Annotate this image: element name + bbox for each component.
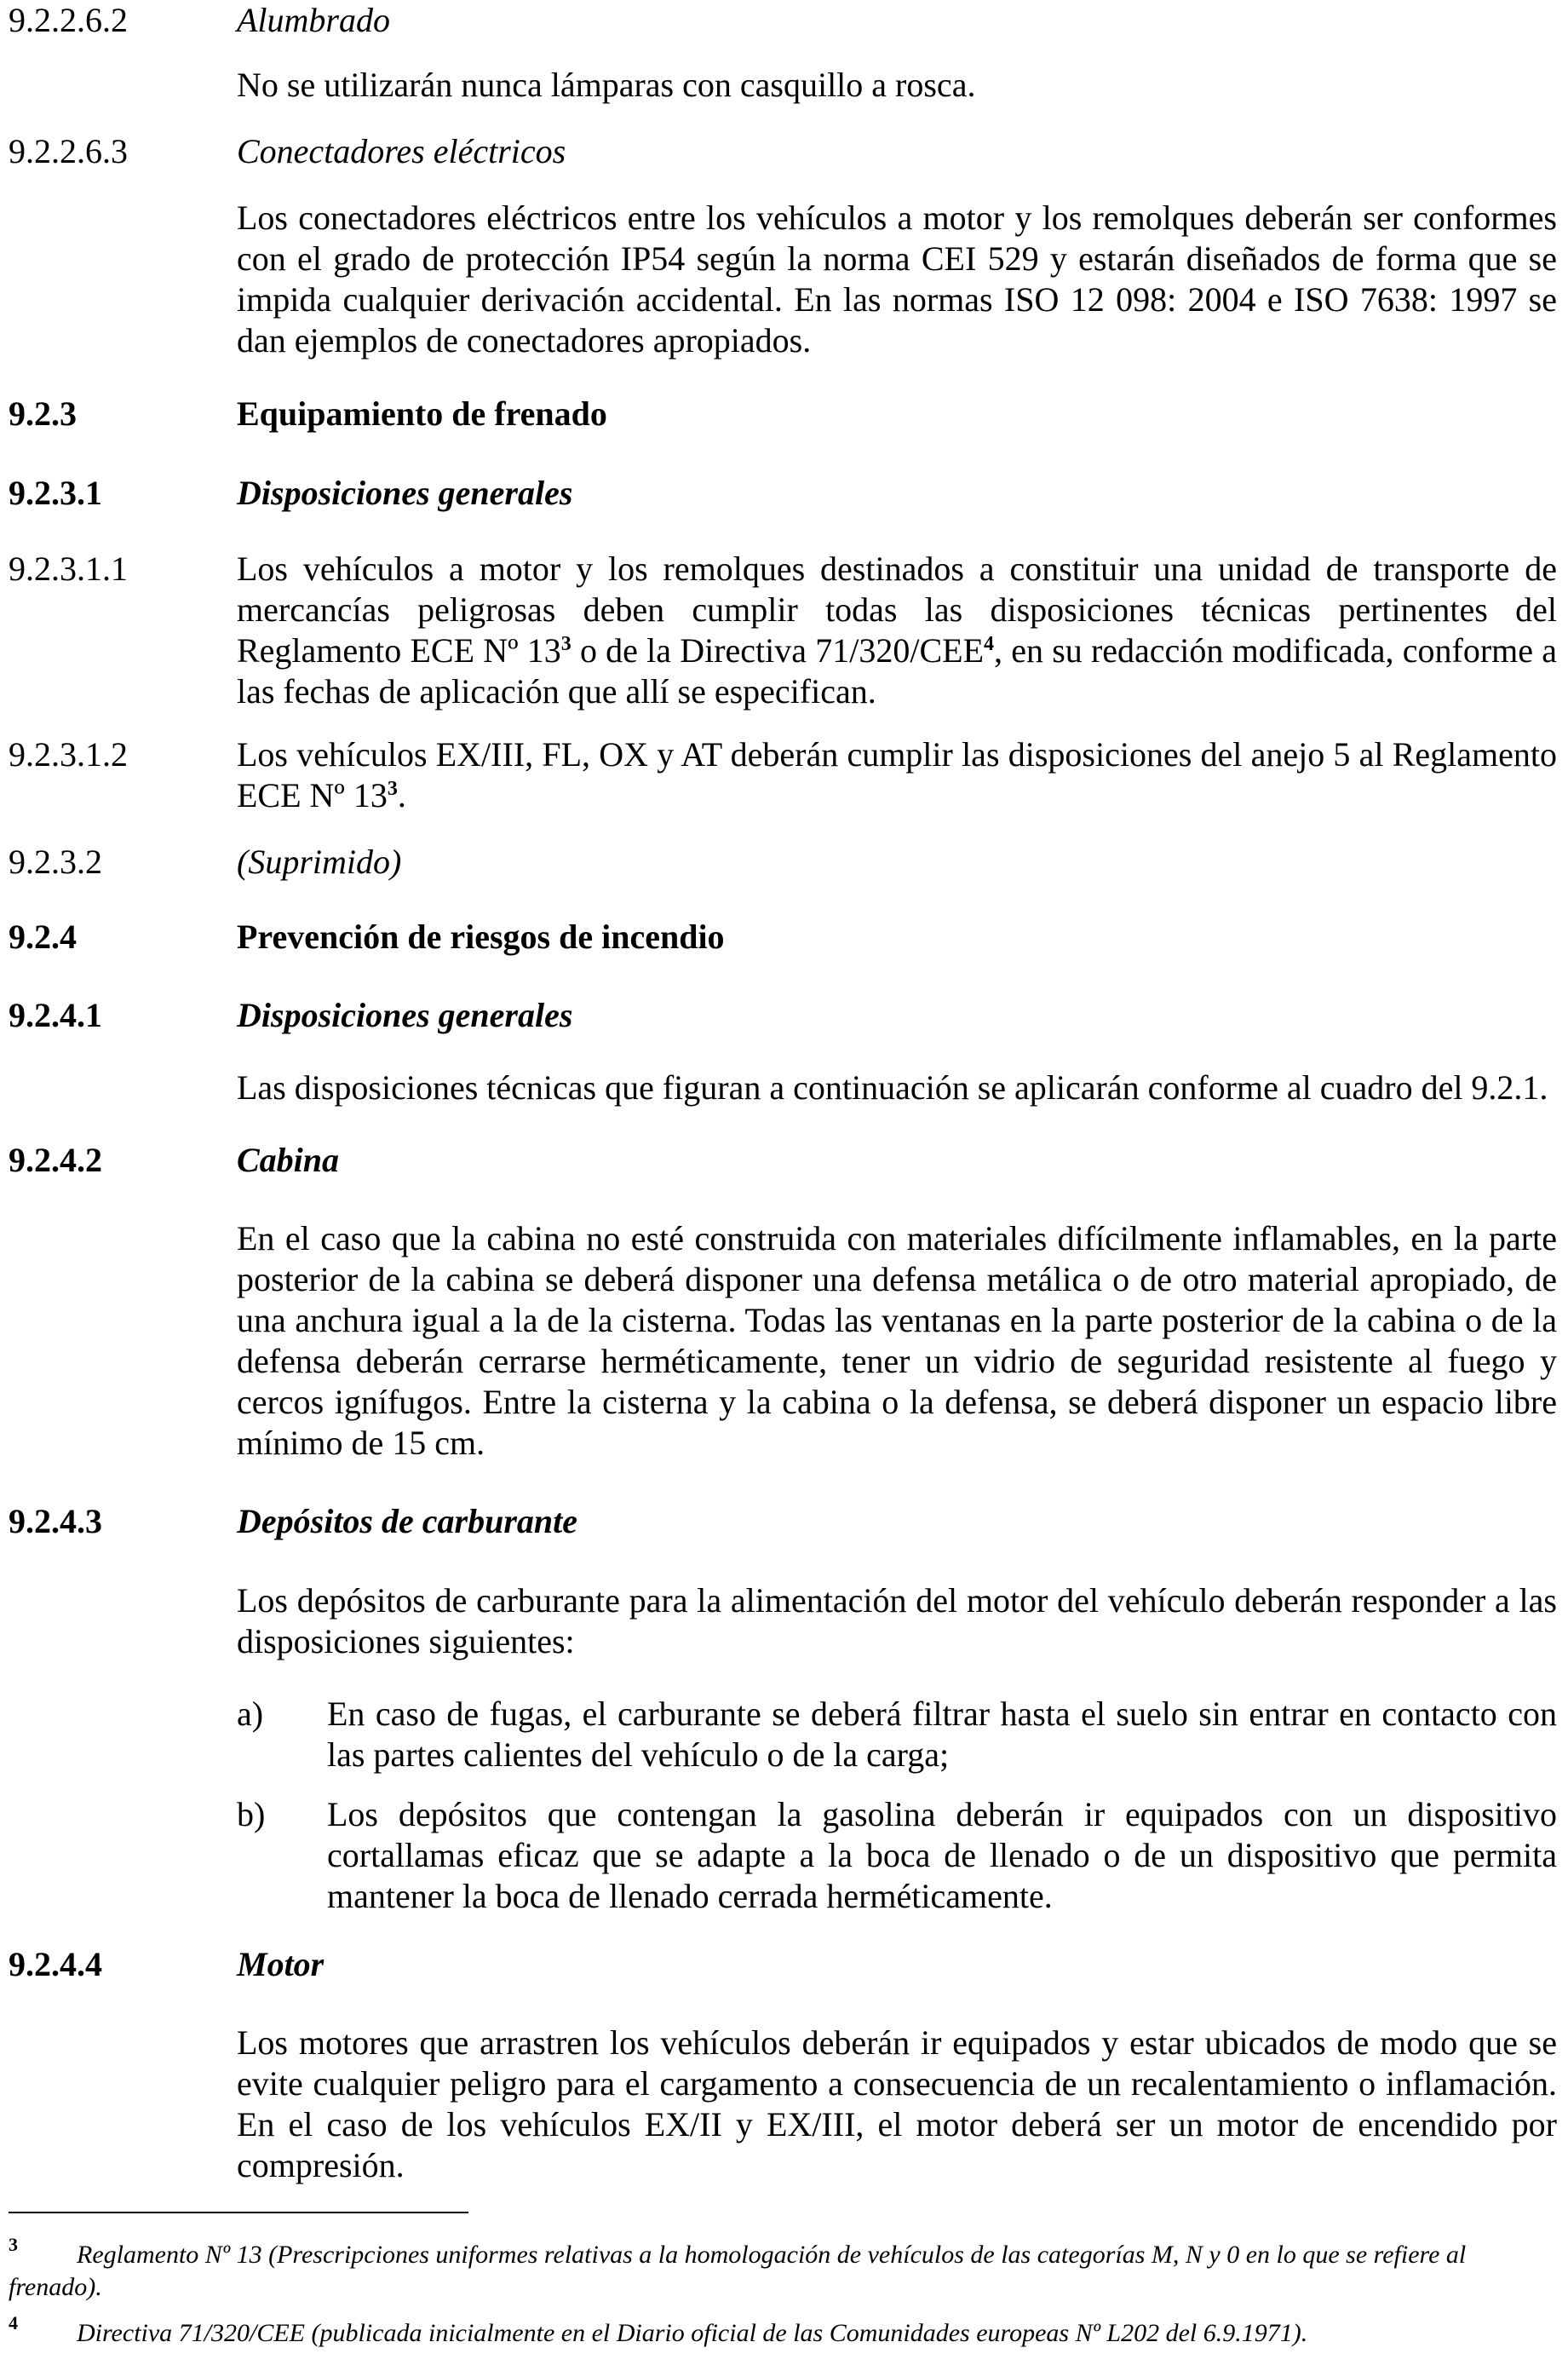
paragraph-conectadores: Los conectadores eléctricos entre los vehículos a motor y los remolques deberán ser conformes con el grado de protección IP54 según la norma CEI 529 y estarán diseñados de forma que se impida cualquier derivación accidental. En las normas ISO 12 098: 2004 e ISO 7638: 1997 se dan ejemplos de conectadores apropiados. bbox=[237, 199, 1557, 360]
section-number: 9.2.4.4 bbox=[9, 1945, 102, 1983]
footnote-ref: 3 bbox=[387, 778, 398, 800]
section-title-frenado: Equipamiento de frenado bbox=[237, 394, 607, 433]
footnote-separator bbox=[9, 2212, 468, 2213]
section-title-suprimido: (Suprimido) bbox=[237, 843, 402, 881]
section-number: 9.2.2.6.3 bbox=[9, 132, 128, 170]
section-number: 9.2.4.2 bbox=[9, 1141, 102, 1179]
paragraph-text: o de la Directiva 71/320/CEE bbox=[571, 631, 985, 670]
section-title-disposiciones-generales: Disposiciones generales bbox=[237, 474, 573, 512]
paragraph-text: . bbox=[397, 776, 406, 814]
section-title-incendio: Prevención de riesgos de incendio bbox=[237, 918, 725, 956]
section-number: 9.2.3.1.2 bbox=[9, 735, 128, 774]
list-item: En caso de fugas, el carburante se deberá filtrar hasta el suelo sin entrar en contacto con las partes calientes del vehículo o de la carga; bbox=[327, 1695, 1557, 1774]
section-number: 9.2.3.1 bbox=[9, 474, 102, 512]
list-item-label: b) bbox=[237, 1795, 266, 1833]
paragraph-text: Los vehículos EX/III, FL, OX y AT deberán cumplir las disposiciones del anejo 5 al Reglamento ECE Nº 13 bbox=[237, 735, 1557, 814]
footnote-text: Reglamento Nº 13 (Prescripciones uniformes relativas a la homologación de vehículos de las categorías M, N y 0 en lo que se refiere al frenado). bbox=[9, 2241, 1467, 2301]
paragraph-motor: Los motores que arrastren los vehículos deberán ir equipados y estar ubicados de modo que se evite cualquier peligro para el cargamento a consecuencia de un recalentamiento o inflamación. En el caso de los vehículos EX/II y EX/III, el motor deberá ser un motor de encendido por compresión. bbox=[237, 2023, 1557, 2184]
paragraph-frenado-anejo bbox=[237, 734, 1557, 816]
list-item: Los depósitos que contengan la gasolina deberán ir equipados con un dispositivo cortallamas eficaz que se adapte a la boca de llenado o de un dispositivo que permita mantener la boca de llenado cerrada herméticamente. bbox=[327, 1795, 1557, 1915]
footnote-text: Directiva 71/320/CEE (publicada inicialmente en el Diario oficial de las Comunidades europeas Nº L202 del 6.9.1971). bbox=[77, 2319, 1308, 2347]
list-item-label: a) bbox=[237, 1695, 264, 1733]
paragraph-text: Los vehículos a motor y los remolques destinados a constituir una unidad de transporte de mercancías peligrosas deben cumplir todas las disposiciones técnicas pertinentes del Reglamento ECE Nº 13 bbox=[237, 550, 1557, 670]
section-number: 9.2.3 bbox=[9, 394, 77, 433]
section-title-motor: Motor bbox=[237, 1945, 325, 1983]
section-number: 9.2.4 bbox=[9, 918, 77, 956]
section-number: 9.2.3.2 bbox=[9, 843, 102, 881]
footnote-mark: 3 bbox=[9, 2234, 18, 2255]
paragraph-alumbrado: No se utilizarán nunca lámparas con casquillo a rosca. bbox=[237, 66, 976, 104]
section-number: 9.2.2.6.2 bbox=[9, 1, 128, 39]
footnote-ref: 3 bbox=[560, 633, 571, 655]
section-number: 9.2.4.1 bbox=[9, 996, 102, 1034]
section-title-disposiciones-generales: Disposiciones generales bbox=[237, 996, 573, 1034]
section-number: 9.2.4.3 bbox=[9, 1502, 102, 1540]
paragraph-frenado-reglamento bbox=[237, 549, 1557, 712]
paragraph-depositos-intro: Los depósitos de carburante para la alimentación del motor del vehículo deberán responder a las disposiciones siguientes: bbox=[237, 1581, 1557, 1660]
paragraph-disposiciones: Las disposiciones técnicas que figuran a continuación se aplicarán conforme al cuadro del 9.2.1. bbox=[237, 1068, 1548, 1107]
section-title-cabina: Cabina bbox=[237, 1141, 340, 1179]
paragraph-cabina: En el caso que la cabina no esté construida con materiales difícilmente inflamables, en la parte posterior de la cabina se deberá disponer una defensa metálica o de otro material apropiado, de una anchura igual a la de la cisterna. Todas las ventanas en la parte posterior de la cabina o de la defensa deberán cerrarse herméticamente, tener un vidrio de seguridad resistente al fuego y cercos ignífugos. Entre la cisterna y la cabina o la defensa, se deberá disponer un espacio libre mínimo de 15 cm. bbox=[237, 1219, 1557, 1462]
footnote-ref: 4 bbox=[984, 633, 995, 655]
footnote-mark: 4 bbox=[9, 2312, 18, 2333]
section-title-depositos: Depósitos de carburante bbox=[237, 1502, 577, 1540]
paragraph-text: , en su redacción modificada, conforme a las fechas de aplicación que allí se especifican. bbox=[237, 631, 1557, 711]
section-number: 9.2.3.1.1 bbox=[9, 550, 128, 588]
section-title-conectadores: Conectadores eléctricos bbox=[237, 132, 566, 170]
section-title-alumbrado: Alumbrado bbox=[237, 1, 390, 39]
